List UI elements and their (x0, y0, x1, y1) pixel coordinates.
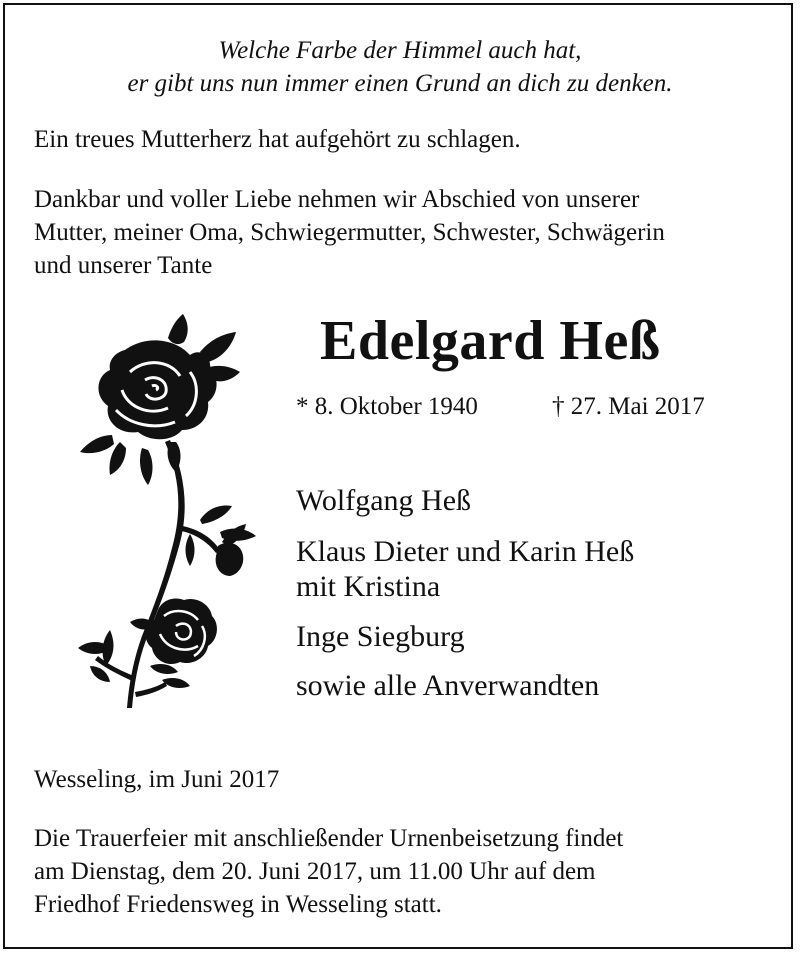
mourner-klaus-line-2: mit Kristina (296, 570, 441, 603)
mourner-relatives: sowie alle Anverwandten (296, 669, 600, 702)
mourner-inge: Inge Siegburg (296, 620, 465, 653)
mourner-klaus-line-1: Klaus Dieter und Karin Heß (296, 535, 635, 568)
farewell-line-3: und unserer Tante (34, 252, 213, 279)
intro-sentence: Ein treues Mutterherz hat aufgehört zu schlagen. (34, 126, 521, 153)
deceased-name: Edelgard Heß (320, 310, 661, 372)
place-date: Wesseling, im Juni 2017 (34, 766, 280, 793)
death-date: † 27. Mai 2017 (552, 393, 705, 420)
farewell-line-1: Dankbar und voller Liebe nehmen wir Abschied von unserer (34, 186, 640, 213)
ceremony-line-2: am Dienstag, dem 20. Juni 2017, um 11.00 Uhr auf dem (34, 858, 596, 885)
farewell-line-2: Mutter, meiner Oma, Schwiegermutter, Schwester, Schwägerin (34, 219, 665, 246)
birth-date: * 8. Oktober 1940 (296, 393, 478, 420)
rose-icon (50, 310, 260, 710)
mourner-wolfgang: Wolfgang Heß (296, 484, 472, 517)
motto-line-1: Welche Farbe der Himmel auch hat, (218, 37, 582, 64)
ceremony-line-1: Die Trauerfeier mit anschließender Urnenbeisetzung findet (34, 825, 624, 852)
motto-line-2: er gibt uns nun immer einen Grund an dich zu denken. (127, 70, 673, 97)
motto-quote (0, 34, 800, 100)
ceremony-line-3: Friedhof Friedensweg in Wesseling statt. (34, 891, 442, 918)
